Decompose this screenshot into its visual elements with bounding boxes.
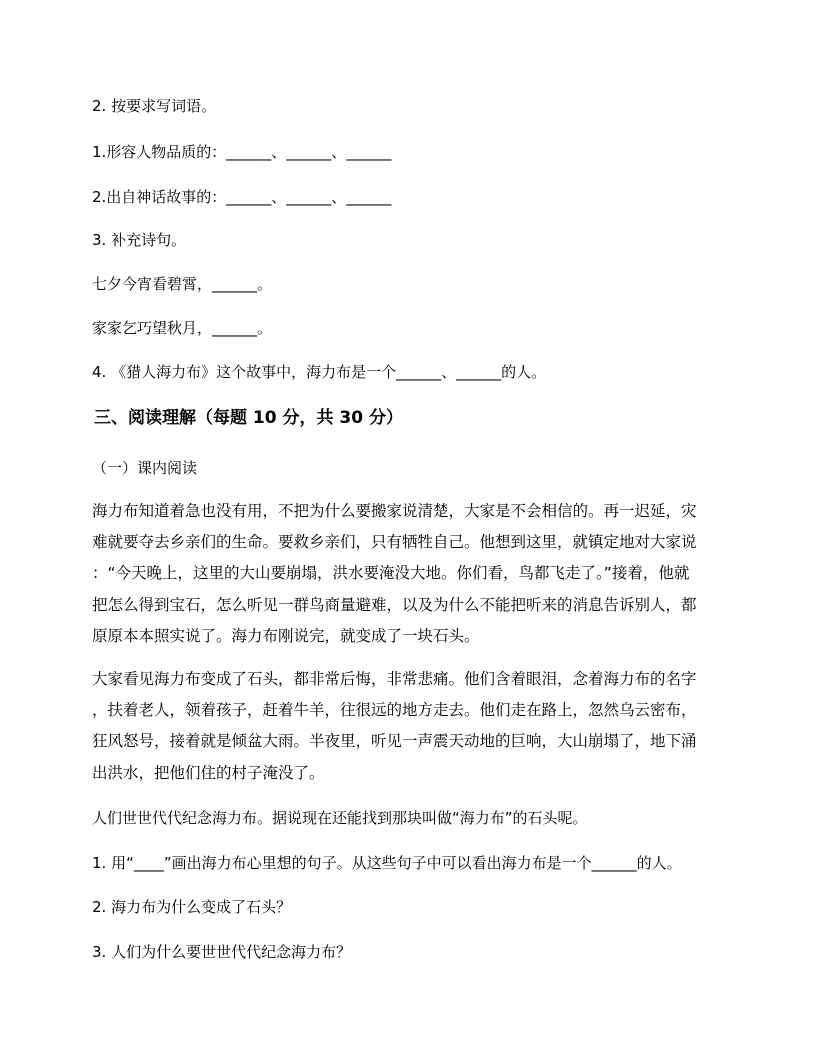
passage-line: 大家看见海力布变成了石头，都非常后悔，非常悲痛。他们含着眼泪，念着海力布的名字: [92, 670, 697, 688]
question-1: 1. 用“____”画出海力布心里想的句子。从这些句子中可以看出海力布是一个______的人。: [92, 854, 682, 872]
passage-paragraph-2: [92, 668, 724, 793]
passage-line: 把怎么得到宝石，怎么听见一群鸟商量避难，以及为什么不能把听来的消息告诉别人，都: [92, 595, 697, 614]
passage-line: ：“今天晚上，这里的大山要崩塌，洪水要淹没大地。你们看，鸟都飞走了。”接着，他就: [92, 564, 690, 583]
passage-line: 海力布知道着急也没有用，不把为什么要搬家说清楚，大家是不会相信的。再一迟延，灾: [92, 502, 697, 520]
passage-line: 难就要夺去乡亲们的生命。要救乡亲们，只有牺牲自己。他想到这里，就镇定地对大家说: [92, 533, 697, 552]
passage-paragraph-1: [92, 500, 724, 656]
poem-line-1: 七夕今宵看碧霄，______。: [92, 275, 273, 293]
q2-title: 2. 按要求写词语。: [92, 97, 217, 115]
passage-paragraph-3: 人们世世代代纪念海力布。据说现在还能找到那块叫做“海力布”的石头呢。: [92, 809, 588, 827]
passage-line: ，扶着老人，领着孩子，赶着牛羊，往很远的地方走去。他们走在路上，忽然乌云密布，: [92, 701, 697, 720]
question-2: 2. 海力布为什么变成了石头？: [92, 898, 292, 916]
question-3: 3. 人们为什么要世世代代纪念海力布？: [92, 943, 352, 961]
q2-item-1: 1.形容人物品质的：______、______、______: [92, 143, 392, 161]
section-3-heading: 三、阅读理解（每题 10 分，共 30 分）: [94, 408, 403, 428]
sub-heading: （一）课内阅读: [92, 459, 198, 477]
q4: 4. 《猎人海力布》这个故事中，海力布是一个______、______的人。: [92, 363, 547, 381]
passage-line: 原原本本照实说了。海力布刚说完，就变成了一块石头。: [92, 626, 480, 645]
poem-line-2: 家家乞巧望秋月，______。: [92, 319, 273, 337]
q2-item-2: 2.出自神话故事的：______、______、______: [92, 188, 392, 206]
q3-title: 3. 补充诗句。: [92, 231, 187, 249]
passage-line: 出洪水，把他们住的村子淹没了。: [92, 763, 325, 782]
passage-line: 狂风怒号，接着就是倾盆大雨。半夜里，听见一声震天动地的巨响，大山崩塌了，地下涌: [92, 732, 697, 751]
